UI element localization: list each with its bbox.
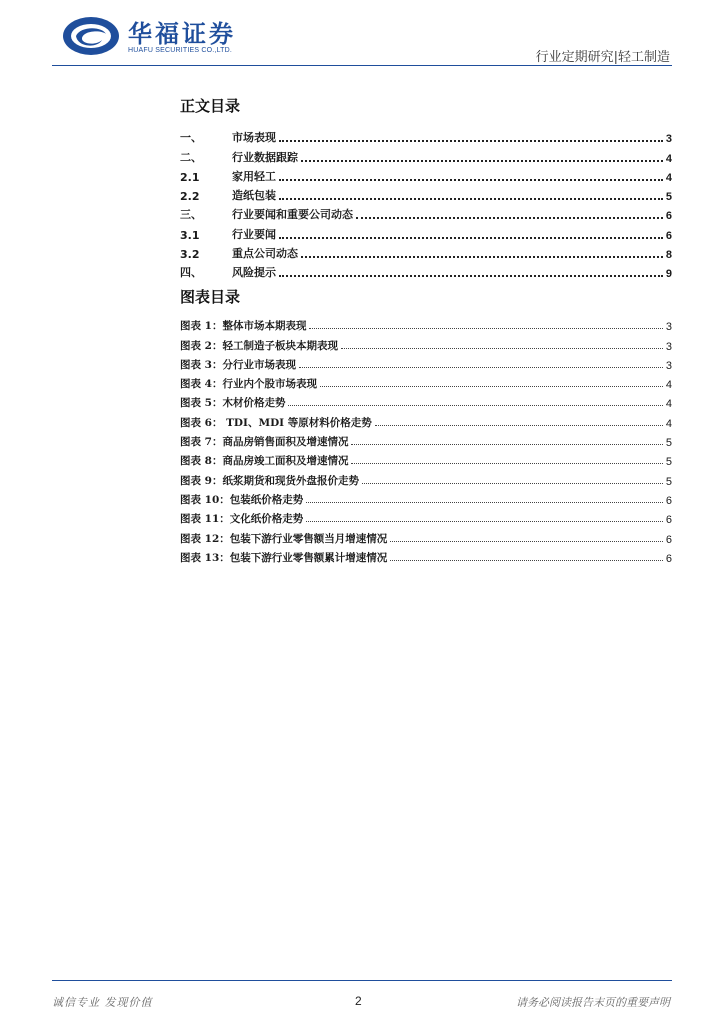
toc-item-number: 三、 [180,208,202,222]
toc-item-page: 3 [665,133,672,146]
figure-toc-page: 4 [665,398,672,411]
toc-item[interactable] [180,261,672,280]
figure-toc-page: 4 [665,417,672,430]
dot-leader [320,385,663,387]
figure-toc-label: 图表 8：商品房竣工面积及增速情况 [180,455,349,468]
figure-toc-page: 4 [665,379,672,392]
figure-toc-page: 5 [665,475,672,488]
toc-item-title: 行业要闻 [232,227,276,241]
toc-main-title: 正文目录 [180,97,241,115]
toc-item-page: 8 [665,249,672,262]
figure-toc-page: 5 [665,456,672,469]
figure-toc-label: 图表 4：行业内个股市场表现 [180,378,317,391]
toc-item-number: 3.1 [180,228,200,242]
logo-english-name: HUAFU SECURITIES CO.,LTD. [128,47,233,54]
figure-toc-label: 图表 1：整体市场本期表现 [180,320,307,333]
footer-slogan: 诚信专业 发现价值 [52,996,153,1009]
toc-item-number: 二、 [180,150,202,164]
dot-leader [279,236,663,239]
toc-item-page: 4 [665,171,672,184]
figure-toc-label: 图表 13：包装下游行业零售额累计增速情况 [180,551,388,564]
dot-leader [362,482,663,484]
toc-item[interactable] [180,184,672,203]
figure-toc-item[interactable] [180,468,672,487]
figure-toc-label: 图表 3：分行业市场表现 [180,358,296,371]
figure-toc-item[interactable] [180,314,672,333]
toc-item-title: 行业要闻和重要公司动态 [232,208,353,222]
figure-toc-page: 3 [665,359,672,372]
toc-item-page: 4 [665,152,672,165]
toc-item-number: 3.2 [180,248,200,262]
figure-toc-item[interactable] [180,546,672,565]
toc-item-page: 5 [665,191,672,204]
figure-toc-page: 3 [665,321,672,334]
figure-toc-item[interactable] [180,507,672,526]
toc-item-number: 2.1 [180,170,200,184]
toc-item[interactable] [180,242,672,261]
dot-leader [301,255,663,258]
figure-toc-item[interactable] [180,430,672,449]
figure-toc-label: 图表 7：商品房销售面积及增速情况 [180,436,349,449]
toc-item-number: 一、 [180,131,202,145]
header-divider [52,65,672,66]
figure-toc-page: 6 [665,552,672,565]
dot-leader [279,139,663,142]
logo-chinese-name: 华福证券 [128,19,236,48]
figure-toc-page: 6 [665,533,672,546]
figure-toc-item[interactable] [180,372,672,391]
toc-figures-list [180,314,672,565]
dot-leader [279,178,663,181]
footer-divider [52,980,672,981]
figure-toc-item[interactable] [180,410,672,429]
dot-leader [341,347,663,349]
toc-item-title: 重点公司动态 [232,247,298,261]
figure-toc-page: 6 [665,494,672,507]
toc-item-number: 2.2 [180,190,200,204]
figure-toc-item[interactable] [180,449,672,468]
figure-toc-label: 图表 6： TDI、MDI 等原材料价格走势 [180,416,372,429]
toc-item-number: 四、 [180,266,202,280]
dot-leader [390,559,663,561]
dot-leader [390,540,663,542]
page-header [0,0,724,70]
toc-item[interactable] [180,203,672,222]
toc-item-title: 市场表现 [232,131,276,145]
figure-toc-item[interactable] [180,391,672,410]
footer-disclaimer: 请务必阅读报告末页的重要声明 [516,996,670,1009]
figure-toc-label: 图表 12：包装下游行业零售额当月增速情况 [180,532,388,545]
toc-item-title: 家用轻工 [232,169,276,183]
dot-leader [356,216,663,219]
toc-item-page: 6 [665,210,672,223]
dot-leader [299,366,663,368]
figure-toc-page: 3 [665,340,672,353]
toc-item[interactable] [180,145,672,164]
toc-item-title: 行业数据跟踪 [232,150,298,164]
dot-leader [306,520,663,522]
page-number: 2 [355,994,362,1008]
report-type: 行业定期研究|轻工制造 [535,50,670,65]
dot-leader [288,404,662,406]
toc-item-title: 造纸包装 [232,189,276,203]
figure-toc-item[interactable] [180,488,672,507]
figure-toc-page: 5 [665,437,672,450]
dot-leader [351,443,662,445]
toc-item-page: 6 [665,229,672,242]
figure-toc-item[interactable] [180,353,672,372]
toc-figures-title: 图表目录 [180,288,241,306]
toc-item-title: 风险提示 [232,266,276,280]
toc-item[interactable] [180,126,672,145]
company-logo [62,14,262,60]
figure-toc-label: 图表 9：纸浆期货和现货外盘报价走势 [180,474,359,487]
dot-leader [309,327,662,329]
figure-toc-label: 图表 10：包装纸价格走势 [180,493,304,506]
dot-leader [279,197,663,200]
dot-leader [306,501,663,503]
figure-toc-item[interactable] [180,333,672,352]
figure-toc-page: 6 [665,514,672,527]
figure-toc-label: 图表 11：文化纸价格走势 [180,513,304,526]
figure-toc-label: 图表 5：木材价格走势 [180,397,286,410]
toc-item[interactable] [180,222,672,241]
figure-toc-label: 图表 2：轻工制造子板块本期表现 [180,339,338,352]
toc-item-page: 9 [665,268,672,281]
figure-toc-item[interactable] [180,526,672,545]
dot-leader [351,462,662,464]
huafu-swirl-logo-icon [62,16,120,56]
toc-item[interactable] [180,165,672,184]
toc-main-list [180,126,672,280]
dot-leader [301,159,663,162]
dot-leader [279,274,663,277]
dot-leader [375,424,663,426]
